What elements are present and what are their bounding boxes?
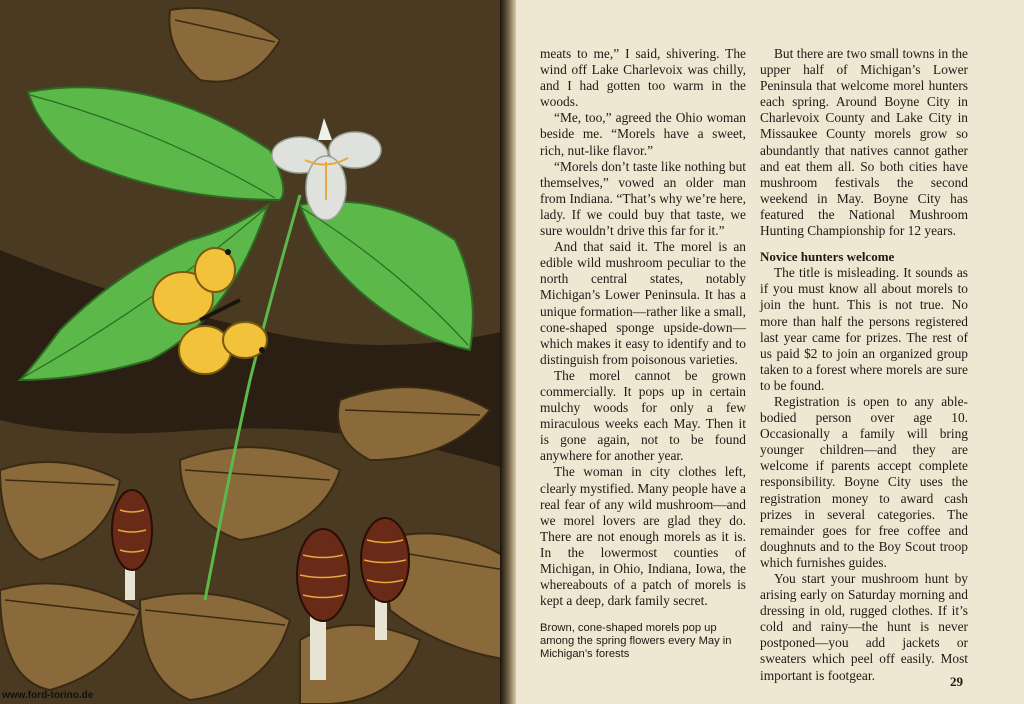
paragraph: But there are two small towns in the upper half of Michigan’s Lower Peninsula that welcome morel hunters each spring. Around Boyne City in Charlevoix County and Lake City in Missaukee County morels grow so abundantly that natives cannot gather and eat them all. So both cities have mushroom festivals the second weekend in May. Boyne City has featured the National Mushroom Hunting Championship for 12 years. xyxy=(760,46,968,239)
trillium-illustration xyxy=(0,0,510,704)
paragraph: “Me, too,” agreed the Ohio woman beside me. “Morels have a sweet, rich, nut-like flavor.” xyxy=(540,110,746,158)
paragraph: The title is misleading. It sounds as if you must know all about morels to join the hunt. This is not true. No more than half the persons registered last year came for prizes. The rest of us paid $2 to join an organized group taken to a forest where morels are sure to be found. xyxy=(760,265,968,393)
illustration-page xyxy=(0,0,510,704)
paragraph: meats to me,” I said, shivering. The wind off Lake Charlevoix was chilly, and I had gotten too warm in the woods. xyxy=(540,46,746,110)
section-subhead: Novice hunters welcome xyxy=(760,249,895,265)
illustration-caption: Brown, cone-shaped morels pop up among the spring flowers every May in Michigan’s forests xyxy=(540,622,732,660)
paragraph: The morel cannot be grown commercially. It pops up in certain mulchy woods for only a few miraculous weeks each May. Then it is gone again, not to be found anywhere for another year. xyxy=(540,367,746,464)
page-number: 29 xyxy=(950,674,963,689)
paragraph: “Morels don’t taste like nothing but themselves,” vowed an older man from Indiana. “That’s why we’re here, lady. If we could buy that taste, we sure wouldn’t drive this far for it.” xyxy=(540,158,746,239)
paragraph: And that said it. The morel is an edible wild mushroom peculiar to the north central states, notably Michigan’s Lower Peninsula. It has a unique formation—rather like a small, cone-shaped sponge upside-down—which makes it easy to identify and to distinguish from poisonous varieties. xyxy=(540,239,746,367)
article-column-left xyxy=(540,46,746,609)
paragraph: You start your mushroom hunt by arising early on Saturday morning and dressing in old, rugged clothes. If it’s cold and rainy—the hunt is never postponed—you add jackets or sweaters which peel off easily. Most important is footgear. xyxy=(760,571,968,683)
paragraph: Registration is open to any able-bodied person over age 10. Occasionally a family will bring younger children—and they are welcome if parents accept complete responsibility. Boyne City uses the registration money to award cash prizes in several categories. The remainder goes for free coffee and doughnuts and to the Boy Scout troop which furnishes guides. xyxy=(760,393,968,570)
paragraph: The woman in city clothes left, clearly mystified. Many people have a real fear of any wild mushroom—and we morel lovers are glad they do. There are not enough morels as it is. In the lowermost counties of Michigan, in Ohio, Indiana, Iowa, the whereabouts of a patch of morels is kept a deep, dark family secret. xyxy=(540,464,746,609)
article-column-right xyxy=(760,46,968,684)
site-watermark: www.ford-torino.de xyxy=(2,690,94,701)
